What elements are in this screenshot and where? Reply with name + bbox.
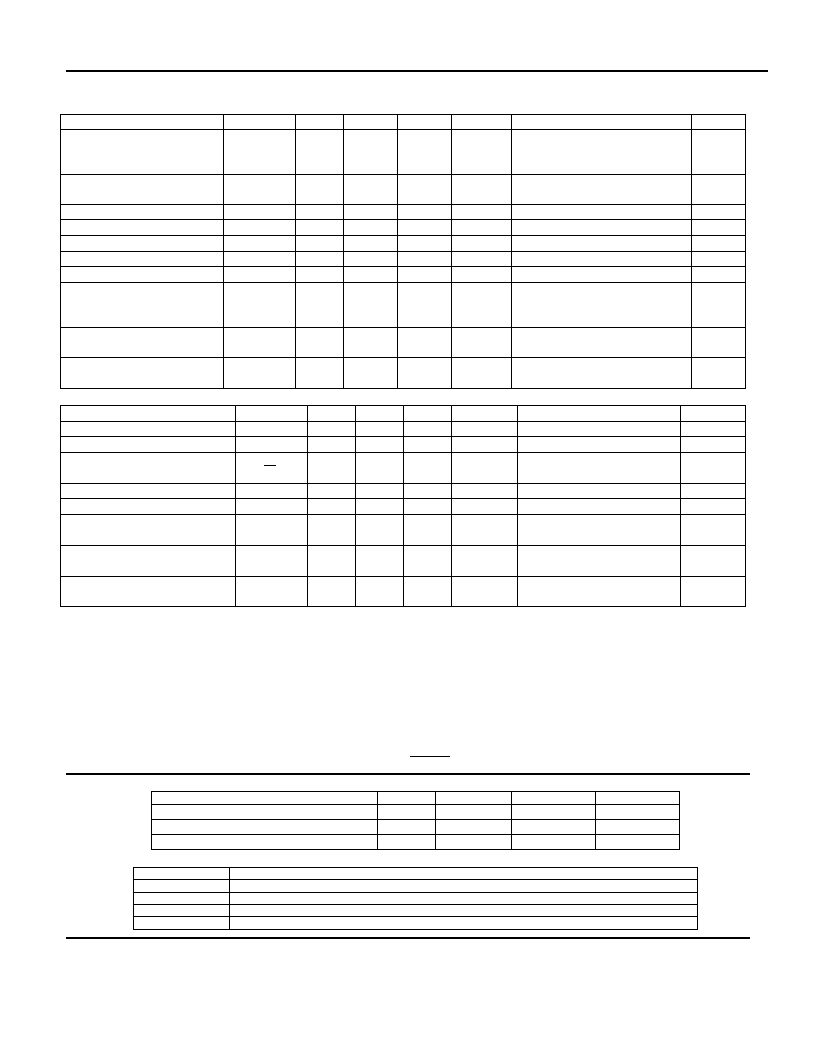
table-cell <box>61 422 236 437</box>
table-cell <box>230 880 698 893</box>
table-cell <box>436 805 512 820</box>
table-cell <box>134 917 230 930</box>
table-row <box>61 328 746 358</box>
table-cell <box>296 267 344 283</box>
section-rule-bottom <box>66 937 750 939</box>
table-cell <box>452 453 518 484</box>
table-cell <box>344 205 398 220</box>
table-cell <box>308 406 356 422</box>
table-cell <box>681 515 746 546</box>
table-cell <box>404 577 452 607</box>
table-cell <box>308 437 356 453</box>
table-cell <box>518 453 681 484</box>
table-cell <box>681 437 746 453</box>
table-cell <box>296 252 344 267</box>
table-cell <box>344 236 398 252</box>
table-cell <box>596 820 680 835</box>
table-row <box>61 515 746 546</box>
table-cell <box>452 236 512 252</box>
table-cell <box>452 220 512 236</box>
table-cell <box>236 499 308 515</box>
table-cell <box>398 283 452 328</box>
table-row <box>61 205 746 220</box>
table-row <box>61 546 746 577</box>
table-cell <box>452 328 512 358</box>
overbar-mark <box>264 465 276 466</box>
electrical-characteristics-table-1 <box>60 114 746 389</box>
table-row <box>61 437 746 453</box>
table-cell <box>518 437 681 453</box>
table-row <box>152 820 680 835</box>
table-cell <box>61 175 224 205</box>
table-cell <box>356 499 404 515</box>
table-cell <box>61 328 224 358</box>
table-cell <box>356 577 404 607</box>
table-cell <box>224 267 296 283</box>
table-cell <box>230 917 698 930</box>
table-cell <box>398 252 452 267</box>
notes-table <box>133 867 698 930</box>
table-cell <box>512 835 596 850</box>
table-cell <box>452 515 518 546</box>
table-cell <box>692 358 746 389</box>
table-cell <box>692 220 746 236</box>
table-cell <box>344 283 398 328</box>
table-cell <box>452 499 518 515</box>
table-cell <box>224 252 296 267</box>
table-row <box>61 236 746 252</box>
table-row <box>152 835 680 850</box>
table-cell <box>512 130 692 175</box>
table-cell <box>61 484 236 499</box>
table-cell <box>61 205 224 220</box>
table-row <box>61 283 746 328</box>
table-cell <box>308 577 356 607</box>
table-cell <box>452 205 512 220</box>
table-cell <box>692 130 746 175</box>
table-cell <box>512 220 692 236</box>
table-cell <box>296 115 344 130</box>
table-cell <box>61 252 224 267</box>
table-row <box>134 917 698 930</box>
table-row <box>61 267 746 283</box>
table-cell <box>512 792 596 805</box>
table-cell <box>61 577 236 607</box>
table-cell <box>692 328 746 358</box>
table-cell <box>398 115 452 130</box>
table-cell <box>236 577 308 607</box>
table-cell <box>404 453 452 484</box>
table-cell <box>404 546 452 577</box>
table-cell <box>436 792 512 805</box>
table-cell <box>224 283 296 328</box>
table-cell <box>681 453 746 484</box>
table-cell <box>296 283 344 328</box>
table-row <box>61 422 746 437</box>
table-cell <box>692 115 746 130</box>
table-cell <box>236 437 308 453</box>
table-row <box>61 175 746 205</box>
table-row <box>61 484 746 499</box>
table-cell <box>398 205 452 220</box>
table-cell <box>404 422 452 437</box>
table-row <box>61 130 746 175</box>
table-cell <box>512 236 692 252</box>
table-cell <box>61 437 236 453</box>
table-cell <box>356 437 404 453</box>
table-cell <box>518 484 681 499</box>
table-cell <box>344 328 398 358</box>
table-cell <box>452 437 518 453</box>
table-cell <box>692 267 746 283</box>
table-cell <box>134 880 230 893</box>
table-cell <box>224 220 296 236</box>
table-cell <box>344 130 398 175</box>
table-cell <box>61 115 224 130</box>
table-cell <box>512 358 692 389</box>
table-cell <box>236 453 308 484</box>
table-cell <box>61 283 224 328</box>
table-cell <box>512 252 692 267</box>
table-cell <box>356 422 404 437</box>
table-cell <box>452 252 512 267</box>
table-cell <box>152 835 378 850</box>
table-cell <box>596 835 680 850</box>
table-cell <box>230 905 698 917</box>
table-cell <box>518 406 681 422</box>
table-cell <box>452 175 512 205</box>
table-cell <box>596 792 680 805</box>
table-cell <box>512 115 692 130</box>
table-cell <box>344 115 398 130</box>
table-row <box>61 115 746 130</box>
table-cell <box>134 893 230 905</box>
table-cell <box>61 515 236 546</box>
table-cell <box>61 220 224 236</box>
signature-underline <box>410 756 450 757</box>
table-cell <box>692 236 746 252</box>
table-cell <box>398 220 452 236</box>
table-cell <box>681 406 746 422</box>
table-cell <box>512 267 692 283</box>
table-cell <box>518 499 681 515</box>
table-cell <box>236 546 308 577</box>
table-cell <box>224 358 296 389</box>
table-cell <box>61 406 236 422</box>
table-row <box>134 868 698 880</box>
table-row <box>134 893 698 905</box>
table-cell <box>452 546 518 577</box>
table-cell <box>356 515 404 546</box>
table-cell <box>236 422 308 437</box>
table-cell <box>436 820 512 835</box>
table-cell <box>344 220 398 236</box>
section-rule-top <box>66 773 750 775</box>
table-cell <box>398 236 452 252</box>
table-row <box>134 880 698 893</box>
table-cell <box>692 175 746 205</box>
table-cell <box>236 515 308 546</box>
table-cell <box>404 515 452 546</box>
table-cell <box>230 868 698 880</box>
table-cell <box>356 484 404 499</box>
table-cell <box>518 422 681 437</box>
table-cell <box>61 453 236 484</box>
table-cell <box>681 422 746 437</box>
table-cell <box>61 236 224 252</box>
table-cell <box>296 236 344 252</box>
ordering-table <box>151 791 680 850</box>
table-cell <box>61 546 236 577</box>
electrical-characteristics-table-2 <box>60 405 746 607</box>
table-cell <box>344 252 398 267</box>
table-cell <box>692 283 746 328</box>
table-cell <box>308 453 356 484</box>
table-cell <box>378 805 436 820</box>
table-cell <box>398 267 452 283</box>
table-cell <box>224 328 296 358</box>
table-cell <box>596 805 680 820</box>
table-cell <box>681 499 746 515</box>
table-cell <box>344 267 398 283</box>
table-cell <box>224 130 296 175</box>
table-row <box>61 577 746 607</box>
table-cell <box>296 328 344 358</box>
table-cell <box>452 484 518 499</box>
table-cell <box>230 893 698 905</box>
table-cell <box>61 499 236 515</box>
table-cell <box>356 453 404 484</box>
table-cell <box>398 328 452 358</box>
table-cell <box>378 820 436 835</box>
table-cell <box>296 358 344 389</box>
table-row <box>152 792 680 805</box>
table-cell <box>152 805 378 820</box>
table-cell <box>344 175 398 205</box>
table-cell <box>512 328 692 358</box>
table-cell <box>398 130 452 175</box>
table-cell <box>452 115 512 130</box>
table-cell <box>452 358 512 389</box>
table-cell <box>61 130 224 175</box>
table-cell <box>61 267 224 283</box>
table-cell <box>404 437 452 453</box>
table-cell <box>512 805 596 820</box>
table-cell <box>692 252 746 267</box>
header-rule <box>66 70 768 72</box>
table-row <box>61 220 746 236</box>
table-cell <box>236 406 308 422</box>
table-row <box>61 499 746 515</box>
table-cell <box>404 499 452 515</box>
table-cell <box>134 868 230 880</box>
table-cell <box>452 577 518 607</box>
table-cell <box>224 175 296 205</box>
table-row <box>61 358 746 389</box>
table-cell <box>452 406 518 422</box>
table-cell <box>452 267 512 283</box>
table-cell <box>452 283 512 328</box>
table-cell <box>681 484 746 499</box>
table-row <box>152 805 680 820</box>
table-cell <box>518 546 681 577</box>
table-cell <box>681 577 746 607</box>
table-cell <box>378 835 436 850</box>
table-row <box>134 905 698 917</box>
table-cell <box>308 499 356 515</box>
table-row <box>61 453 746 484</box>
table-cell <box>356 406 404 422</box>
table-cell <box>152 820 378 835</box>
table-cell <box>404 484 452 499</box>
table-cell <box>518 577 681 607</box>
table-cell <box>296 175 344 205</box>
table-row <box>61 406 746 422</box>
table-cell <box>308 422 356 437</box>
table-cell <box>308 515 356 546</box>
table-cell <box>224 115 296 130</box>
table-cell <box>344 358 398 389</box>
table-cell <box>452 422 518 437</box>
table-cell <box>308 546 356 577</box>
table-cell <box>152 792 378 805</box>
table-cell <box>61 358 224 389</box>
table-cell <box>512 820 596 835</box>
table-cell <box>404 406 452 422</box>
table-cell <box>692 205 746 220</box>
table-cell <box>224 205 296 220</box>
table-cell <box>236 484 308 499</box>
table-cell <box>134 905 230 917</box>
table-cell <box>452 130 512 175</box>
table-cell <box>308 484 356 499</box>
table-cell <box>224 236 296 252</box>
table-cell <box>512 283 692 328</box>
table-cell <box>296 220 344 236</box>
table-cell <box>681 546 746 577</box>
table-cell <box>296 205 344 220</box>
table-cell <box>512 205 692 220</box>
table-cell <box>378 792 436 805</box>
table-cell <box>356 546 404 577</box>
table-cell <box>296 130 344 175</box>
table-cell <box>398 358 452 389</box>
table-cell <box>512 175 692 205</box>
table-cell <box>398 175 452 205</box>
table-cell <box>518 515 681 546</box>
table-row <box>61 252 746 267</box>
table-cell <box>436 835 512 850</box>
